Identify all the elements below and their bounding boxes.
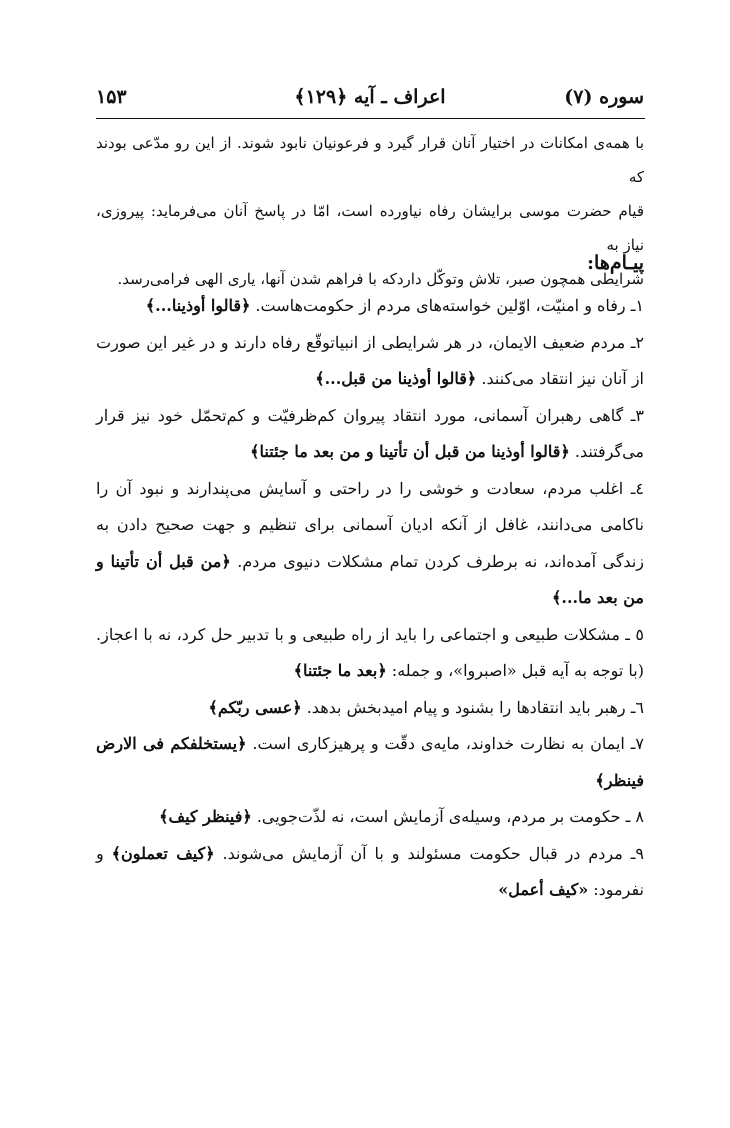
list-item bbox=[96, 398, 644, 471]
item-text: ۲ـ مردم ضعیف الایمان، در هر شرایطی از انبیاتوقّع رفاه دارند و در غیر این صورت از آنان نیز انتقاد می‌کنند. bbox=[96, 332, 644, 388]
section-title: پیـام‌ها: bbox=[587, 252, 644, 274]
item-text: ۱ـ رفاه و امنیّت، اوّلین خواسته‌های مردم از حکومت‌هاست. bbox=[250, 296, 644, 315]
intro-line: شرایطی همچون صبر، تلاش وتوکّل داردکه با فراهم شدن آنها، یاری الهی فرامی‌رسد. bbox=[117, 270, 644, 288]
page-number: ۱۵۳ bbox=[96, 86, 127, 108]
running-header bbox=[96, 86, 644, 114]
item-text: ۸ ـ حکومت بر مردم، وسیله‌ی آزمایش است، نه لذّت‌جویی. bbox=[251, 807, 644, 826]
item-text: ٤ـ اغلب مردم، سعادت و خوشی را در راحتی و آسایش می‌پندارند و نبود آن را ناکامی می‌دانند، غافل از آنکه ادیان آسمانی برای تنظیم و جهت صحیح دادن به زندگی آمده‌اند، نه برطرف کردن تمام مشکلات دنیوی مردم. bbox=[96, 478, 645, 571]
item-text: ۹ـ مردم در قبال حکومت مسئولند و با آن آزمایش می‌شوند. bbox=[214, 843, 645, 863]
item-quote: ﴿قالوا أوذینا...﴾ bbox=[145, 296, 251, 315]
intro-line: با همه‌ی امکانات در اختیار آنان قرار گیرد و فرعونیان نابود شوند. از این رو مدّعی بودند که bbox=[96, 134, 644, 186]
list-item bbox=[96, 726, 644, 799]
item-quote: ﴿قالوا أوذینا من قبل أن تأتینا و من بعد ما جئتنا﴾ bbox=[250, 442, 570, 461]
list-item bbox=[96, 617, 644, 690]
item-quote: ﴿یستخلفکم فی الارض فینظر﴾ bbox=[96, 734, 644, 790]
item-tail: و نفرمود: bbox=[96, 843, 644, 899]
item-quote: ﴿قالوا أوذینا من قبل...﴾ bbox=[315, 369, 477, 388]
list-item bbox=[96, 325, 644, 398]
item-quote: ﴿کیف تعملون﴾ bbox=[111, 843, 215, 863]
item-quote: ﴿عسی ربّکم﴾ bbox=[208, 697, 302, 717]
item-text: ٥ ـ مشکلات طبیعی و اجتماعی را باید از راه طبیعی و با تدبیر حل کرد، نه با اعجاز. (با توجه به آیه قبل «اصبروا»، و جمله: bbox=[96, 624, 645, 680]
item-quote: ﴿من قبل أن تأتینا و من بعد ما...﴾ bbox=[96, 551, 644, 607]
list-item bbox=[96, 690, 644, 727]
item-quote: ﴿فینظر کیف﴾ bbox=[159, 807, 252, 826]
header-divider bbox=[96, 118, 645, 119]
list-item bbox=[96, 471, 644, 617]
item-text: ٦ـ رهبر باید انتقادها را بشنود و پیام امیدبخش بدهد. bbox=[301, 697, 644, 717]
item-text: ۳ـ گاهی رهبران آسمانی، مورد انتقاد پیروان کم‌ظرفیّت و کم‌تحمّل خود نیز قرار می‌گرفتند. bbox=[96, 405, 644, 461]
intro-line: قیام حضرت موسی برایشان رفاه نیاورده است، امّا در پاسخ آنان می‌فرماید: پیروزی، نیاز به bbox=[96, 202, 644, 254]
list-item bbox=[96, 836, 644, 909]
item-quote: ﴿بعد ما جئتنا﴾ bbox=[293, 661, 387, 680]
item-tail-quote: «کیف أعمل» bbox=[498, 880, 589, 899]
list-item bbox=[96, 288, 644, 325]
header-surah: سوره (۷) bbox=[564, 86, 644, 108]
item-text: ۷ـ ایمان به نظارت خداوند، مایه‌ی دقّت و پرهیزکاری است. bbox=[246, 734, 645, 753]
messages-list bbox=[96, 288, 644, 909]
header-title: اعراف ـ آیه ﴿۱۲۹﴾ bbox=[294, 86, 446, 108]
list-item bbox=[96, 799, 644, 836]
